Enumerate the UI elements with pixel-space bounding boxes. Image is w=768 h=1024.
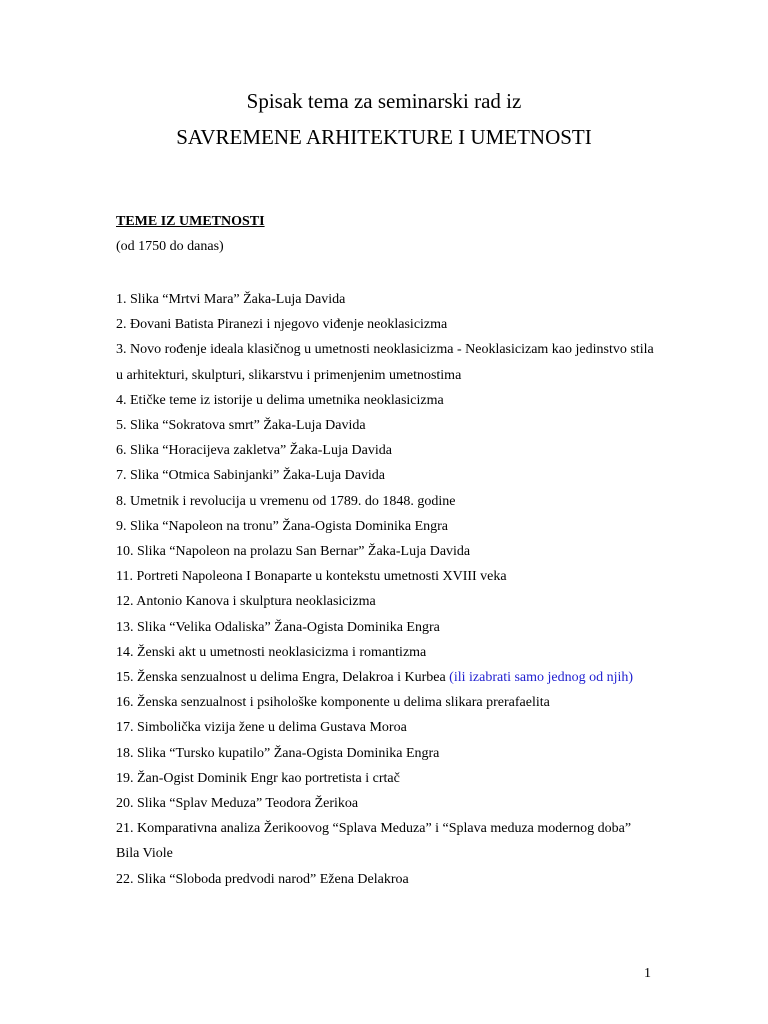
topic-text: 5. Slika “Sokratova smrt” Žaka-Luja Davida (116, 418, 366, 434)
document-title-line2: SAVREMENE ARHITEKTURE I UMETNOSTI (176, 125, 592, 149)
topic-text: 7. Slika “Otmica Sabinjanki” Žaka-Luja Davida (116, 468, 386, 484)
topic-text: 13. Slika “Velika Odaliska” Žana-Ogista Dominika Engra (116, 619, 440, 635)
topic-item (116, 438, 656, 463)
topic-item (116, 287, 656, 312)
topic-item (116, 715, 656, 740)
topic-item (116, 665, 656, 690)
topic-item (116, 589, 656, 614)
topic-text: 22. Slika “Sloboda predvodi narod” Ežena Delakroa (116, 871, 409, 887)
topic-item (116, 337, 656, 387)
topic-text: 3. Novo rođenje ideala klasičnog u umetnosti neoklasicizma - Neoklasicizam kao jedinstvo stila u arhitekturi, skulpturi, slikarstvu i primenjenim umetnostima (116, 342, 654, 383)
topic-text: 2. Đovani Batista Piranezi i njegovo viđenje neoklasicizma (116, 317, 448, 333)
topic-item (116, 312, 656, 337)
topic-item (116, 741, 656, 766)
topic-text: 20. Slika “Splav Meduza” Teodora Žerikoa (116, 796, 359, 812)
topic-item (116, 539, 656, 564)
topic-text: 16. Ženska senzualnost i psihološke komponente u delima slikara prerafaelita (116, 695, 550, 711)
topic-text: 12. Antonio Kanova i skulptura neoklasicizma (116, 594, 376, 610)
topic-text: 4. Etičke teme iz istorije u delima umetnika neoklasicizma (116, 392, 444, 408)
topic-text: 17. Simbolička vizija žene u delima Gustava Moroa (116, 720, 407, 736)
page-number: 1 (644, 966, 651, 981)
document-title-line1: Spisak tema za seminarski rad iz (246, 89, 522, 113)
topic-note: (ili izabrati samo jednog od njih) (449, 670, 634, 686)
topic-text: 21. Komparativna analiza Žerikoovog “Splava Meduza” i “Splava meduza modernog doba” Bila Viole (116, 821, 632, 862)
topic-text: 9. Slika “Napoleon na tronu” Žana-Ogista Dominika Engra (116, 518, 449, 534)
topic-item (116, 766, 656, 791)
topic-item (116, 615, 656, 640)
section-subtitle: (od 1750 do danas) (116, 239, 224, 254)
topic-item (116, 489, 656, 514)
topic-text: 1. Slika “Mrtvi Mara” Žaka-Luja Davida (116, 292, 346, 307)
topic-list (116, 287, 656, 892)
topic-item (116, 867, 656, 892)
topic-item (116, 388, 656, 413)
topic-text: 11. Portreti Napoleona I Bonaparte u kontekstu umetnosti XVIII veka (116, 569, 507, 585)
topic-text: 6. Slika “Horacijeva zakletva” Žaka-Luja Davida (116, 443, 392, 459)
topic-text: 19. Žan-Ogist Dominik Engr kao portretista i crtač (116, 770, 400, 786)
topic-text: 10. Slika “Napoleon na prolazu San Bernar” Žaka-Luja Davida (116, 544, 471, 560)
section-heading: TEME IZ UMETNOSTI (116, 214, 265, 229)
topic-item (116, 690, 656, 715)
topic-item (116, 564, 656, 589)
topic-text: 15. Ženska senzualnost u delima Engra, Delakroa i Kurbea (116, 670, 450, 686)
topic-text: 18. Slika “Tursko kupatilo” Žana-Ogista Dominika Engra (116, 745, 440, 761)
topic-item (116, 640, 656, 665)
topic-item (116, 816, 656, 866)
topic-item (116, 463, 656, 488)
topic-text: 14. Ženski akt u umetnosti neoklasicizma i romantizma (116, 644, 427, 660)
topic-text: 8. Umetnik i revolucija u vremenu od 1789. do 1848. godine (116, 493, 456, 509)
topic-item (116, 514, 656, 539)
topic-item (116, 413, 656, 438)
topic-item (116, 791, 656, 816)
